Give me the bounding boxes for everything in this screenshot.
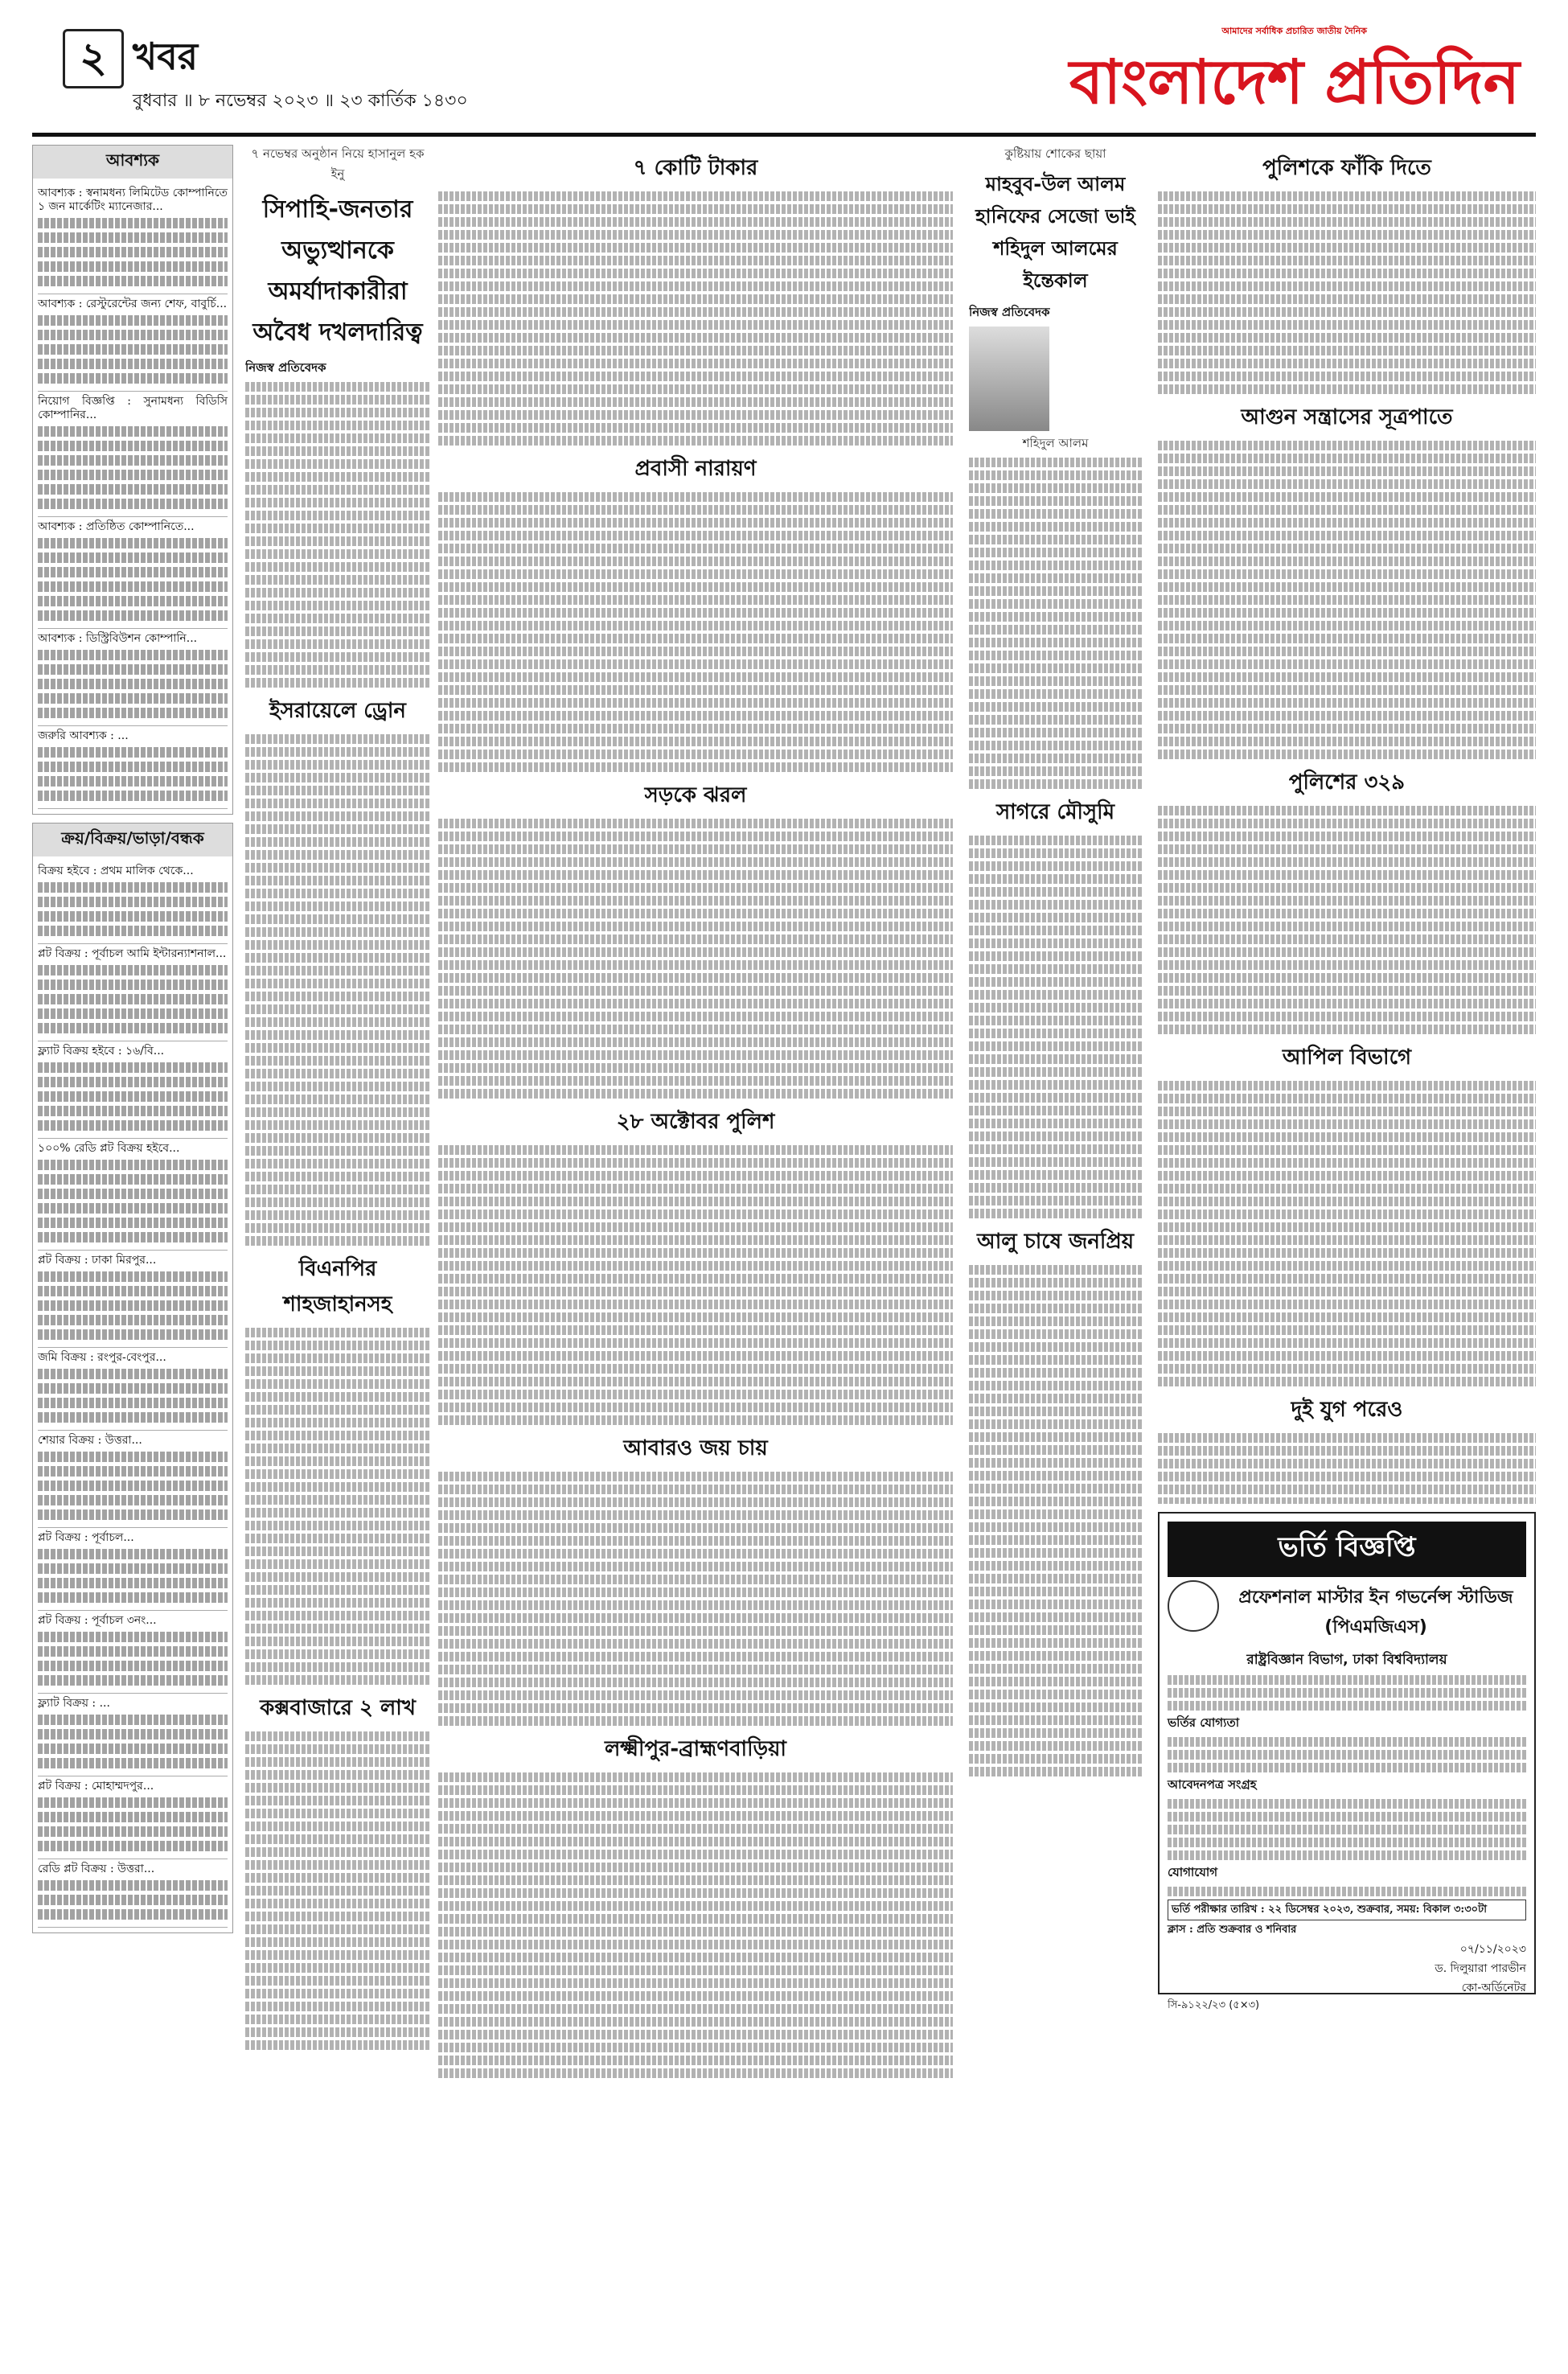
article-body bbox=[438, 1772, 953, 2078]
article-kicker: ৭ নভেম্বর অনুষ্ঠান নিয়ে হাসানুল হক ইনু bbox=[251, 146, 425, 181]
article-body bbox=[969, 1265, 1142, 1776]
classifieds-column bbox=[32, 145, 233, 2316]
list-item: জমি বিক্রয় : রংপুর-বেংপুর... bbox=[38, 1348, 228, 1431]
article-headline: ২৮ অক্টোবর পুলিশ bbox=[616, 1110, 775, 1134]
article-body bbox=[438, 191, 953, 446]
article-byline: নিজস্ব প্রতিবেদক bbox=[245, 360, 326, 375]
list-item: আবশ্যক : ডিস্ট্রিবিউশন কোম্পানি... bbox=[38, 629, 228, 726]
ad-title: ভর্তি বিজ্ঞপ্তি bbox=[1168, 1522, 1526, 1577]
classified-heading-sale: ক্রয়/বিক্রয়/ভাড়া/বন্ধক bbox=[33, 824, 232, 856]
ad-contact-heading: যোগাযোগ bbox=[1168, 1865, 1218, 1879]
ad-exam-date: ভর্তি পরীক্ষার তারিখ : ২২ ডিসেম্বর ২০২৩, শুক্রবার, সময়: বিকাল ৩:৩০টা bbox=[1168, 1900, 1526, 1920]
list-item: আবশ্যক : প্রতিষ্ঠিত কোম্পানিতে... bbox=[38, 517, 228, 629]
article-headline: আগুন সন্ত্রাসের সূত্রপাতে bbox=[1241, 405, 1453, 429]
masthead-logo: বাংলাদেশ প্রতিদিন bbox=[1069, 46, 1520, 117]
ad-class-days: ক্লাস : প্রতি শুক্রবার ও শনিবার bbox=[1168, 1924, 1297, 1936]
list-item: প্লট বিক্রয় : ঢাকা মিরপুর... bbox=[38, 1251, 228, 1348]
photo-caption: শহিদুল আলম bbox=[1022, 436, 1089, 450]
article-headline: দুই যুগ পরেও bbox=[1291, 1398, 1403, 1422]
ad-eligibility-heading: ভর্তির যোগ্যতা bbox=[1168, 1715, 1240, 1730]
column-5 bbox=[1158, 145, 1536, 1504]
issue-date: বুধবার ॥ ৮ নভেম্বর ২০২৩ ॥ ২৩ কার্তিক ১৪৩০ bbox=[133, 91, 468, 111]
article-headline: ৭ কোটি টাকার bbox=[633, 156, 758, 180]
header-rule bbox=[32, 133, 1536, 137]
article-headline: লক্ষ্মীপুর-ব্রাহ্মণবাড়িয়া bbox=[605, 1737, 786, 1761]
classified-box-wanted bbox=[32, 145, 233, 815]
article-headline: পুলিশকে ফাঁকি দিতে bbox=[1262, 156, 1431, 180]
list-item: আবশ্যক : রেস্টুরেন্টের জন্য শেফ, বাবুর্চি... bbox=[38, 294, 228, 392]
list-item: প্লট বিক্রয় : পূর্বাচল আমি ইন্টারন্যাশনাল... bbox=[38, 944, 228, 1041]
column-2 bbox=[245, 145, 430, 2316]
article-headline: কক্সবাজারে ২ লাখ bbox=[260, 1696, 416, 1720]
admission-advertisement bbox=[1158, 1512, 1536, 2011]
list-item: নিয়োগ বিজ্ঞপ্তি : সুনামধন্য বিডিসি কোম্পানির... bbox=[38, 392, 228, 517]
article-kicker: কুষ্টিয়ায় শোকের ছায়া bbox=[1004, 146, 1106, 161]
ad-signer: ড. দিলুয়ারা পারভীন bbox=[1435, 1962, 1526, 1975]
article-body bbox=[1158, 191, 1536, 394]
article-body bbox=[969, 836, 1142, 1218]
ad-department: রাষ্ট্রবিজ্ঞান বিভাগ, ঢাকা বিশ্ববিদ্যালয় bbox=[1246, 1652, 1447, 1668]
article-headline: বিএনপির শাহজাহানসহ bbox=[283, 1257, 392, 1316]
article-headline: আলু চাষে জনপ্রিয় bbox=[976, 1230, 1135, 1254]
list-item: বিক্রয় হইবে : প্রথম মালিক থেকে... bbox=[38, 861, 228, 944]
article-headline: প্রবাসী নারায়ণ bbox=[634, 457, 757, 481]
list-item: প্লট বিক্রয় : পূর্বাচল... bbox=[38, 1528, 228, 1611]
article-body bbox=[438, 819, 953, 1099]
article-body bbox=[1158, 806, 1536, 1034]
list-item: প্লট বিক্রয় : পূর্বাচল ৩নং... bbox=[38, 1611, 228, 1694]
ad-reference: সি-৯১২২/২৩ (৫×৩) bbox=[1168, 1999, 1260, 2011]
article-body bbox=[245, 382, 430, 688]
column-4 bbox=[969, 145, 1142, 2316]
article-body bbox=[245, 1731, 430, 2050]
list-item: ফ্ল্যাট বিক্রয় হইবে : ১৬/বি... bbox=[38, 1041, 228, 1139]
article-headline: মাহবুব-উল আলম হানিফের সেজো ভাই শহিদুল আলমের ইন্তেকাল bbox=[975, 173, 1135, 292]
university-seal-icon bbox=[1168, 1580, 1219, 1632]
article-body bbox=[969, 458, 1142, 789]
ad-program: প্রফেশনাল মাস্টার ইন গভর্নেন্স স্টাডিজ (পিএমজিএস) bbox=[1238, 1587, 1513, 1637]
classified-box-sale bbox=[32, 823, 233, 1933]
article-body bbox=[1158, 1081, 1536, 1386]
article-body bbox=[1158, 1433, 1536, 1504]
list-item: প্লট বিক্রয় : মোহাম্মদপুর... bbox=[38, 1776, 228, 1859]
ad-signer-role: কো-অর্ডিনেটর bbox=[1461, 1982, 1526, 1994]
masthead-tagline: আমাদের সর্বাধিক প্রচারিত জাতীয় দৈনিক bbox=[1221, 26, 1367, 36]
article-body bbox=[438, 492, 953, 772]
portrait-photo bbox=[969, 327, 1049, 431]
list-item: জরুরি আবশ্যক : ... bbox=[38, 726, 228, 809]
article-headline: আপিল বিভাগে bbox=[1282, 1045, 1412, 1070]
section-title: খবর bbox=[133, 35, 199, 78]
page-number: ২ bbox=[63, 29, 124, 88]
list-item: ফ্ল্যাট বিক্রয় : ... bbox=[38, 1694, 228, 1776]
list-item: আবশ্যক : স্বনামধন্য লিমিটেড কোম্পানিতে ১ জন মার্কেটিং ম্যানেজার... bbox=[38, 183, 228, 294]
article-body bbox=[438, 1145, 953, 1425]
article-body bbox=[1158, 441, 1536, 759]
classified-heading-wanted: আবশ্যক bbox=[33, 146, 232, 179]
article-byline: নিজস্ব প্রতিবেদক bbox=[969, 305, 1050, 319]
article-body bbox=[438, 1472, 953, 1726]
article-headline: সাগরে মৌসুমি bbox=[995, 800, 1115, 824]
article-body bbox=[245, 1328, 430, 1685]
article-headline: সড়কে ঝরল bbox=[644, 783, 747, 807]
article-headline: ইসরায়েলে ড্রোন bbox=[269, 699, 406, 723]
article-headline: আবারও জয় চায় bbox=[623, 1436, 768, 1460]
article-body bbox=[245, 734, 430, 1246]
list-item: ১০০% রেডি প্লট বিক্রয় হইবে... bbox=[38, 1139, 228, 1251]
ad-apply-heading: আবেদনপত্র সংগ্রহ bbox=[1168, 1777, 1257, 1792]
article-headline: সিপাহি-জনতার অভ্যুত্থানকে অমর্যাদাকারীরা অবৈধ দখলদারিত্ব bbox=[252, 195, 423, 347]
list-item: শেয়ার বিক্রয় : উত্তরা... bbox=[38, 1431, 228, 1528]
ad-sign-date: ০৭/১১/২০২৩ bbox=[1459, 1943, 1526, 1956]
column-3 bbox=[438, 145, 953, 2316]
article-headline: পুলিশের ৩২৯ bbox=[1288, 770, 1406, 795]
page-header bbox=[0, 0, 1568, 153]
list-item: রেডি প্লট বিক্রয় : উত্তরা... bbox=[38, 1859, 228, 1928]
